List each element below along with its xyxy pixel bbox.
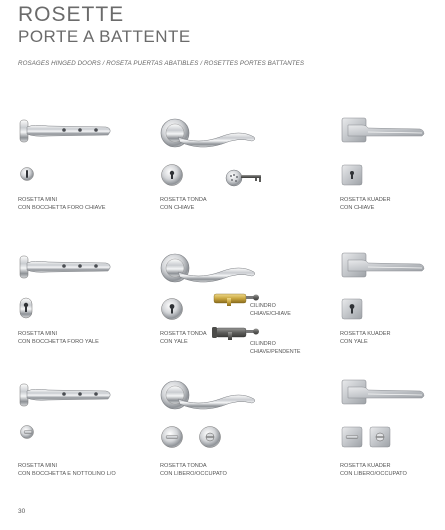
caption-square-yale xyxy=(340,330,391,346)
caption-line: CHIAVE/CHIAVE xyxy=(250,311,291,317)
round-rosette-lever-image xyxy=(158,115,258,155)
caption-line: ROSETTA TONDA xyxy=(160,463,207,469)
round-rosette-lever-image xyxy=(158,377,258,417)
round-rosette-key-escutcheon-image xyxy=(160,163,184,187)
mini-rosette-lever-image xyxy=(18,382,113,410)
square-rosette-lever-image xyxy=(338,377,428,411)
caption-line: ROSETTA TONDA xyxy=(160,197,207,203)
round-rosette-privacy-knob-image xyxy=(160,425,184,449)
round-rosette-privacy-indicator-image xyxy=(198,425,222,449)
caption-square-privacy xyxy=(340,462,407,478)
caption-round-privacy xyxy=(160,462,227,478)
square-rosette-privacy-indicator-image xyxy=(368,425,392,449)
caption-line: CON BOCCHETTA E NOTTOLINO L/O xyxy=(18,471,116,477)
round-rosette-lever-image xyxy=(158,250,258,290)
mini-rosette-keyhole-image xyxy=(19,166,35,182)
page-number: 30 xyxy=(18,508,26,515)
key-image xyxy=(225,166,265,188)
square-rosette-lever-image xyxy=(338,115,428,149)
caption-mini-privacy xyxy=(18,462,116,478)
mini-rosette-yale-image xyxy=(19,297,33,319)
caption-line: ROSETTA MINI xyxy=(18,463,58,469)
caption-cylinder-key-knob xyxy=(250,340,301,356)
caption-line: ROSETTA TONDA xyxy=(160,331,207,337)
caption-line: ROSETTA MINI xyxy=(18,331,58,337)
square-rosette-yale-escutcheon-image xyxy=(340,297,364,321)
caption-mini-key xyxy=(18,196,105,212)
caption-line: ROSETTA KUADER xyxy=(340,463,391,469)
caption-line: CON BOCCHETTA FORO CHIAVE xyxy=(18,205,106,211)
caption-line: CHIAVE/PENDENTE xyxy=(250,349,301,355)
translations-line: ROSAGES HINGED DOORS / ROSETA PUERTAS ABATIBLES / ROSETTES PORTES BATTANTES xyxy=(18,60,305,67)
mini-rosette-lever-image xyxy=(18,118,113,146)
caption-line: CILINDRO xyxy=(250,341,276,347)
caption-line: ROSETTA KUADER xyxy=(340,331,391,337)
caption-line: CON CHIAVE xyxy=(160,205,195,211)
caption-round-yale xyxy=(160,330,207,346)
caption-line: ROSETTA KUADER xyxy=(340,197,391,203)
mini-rosette-lever-image xyxy=(18,254,113,282)
caption-line: CON CHIAVE xyxy=(340,205,375,211)
round-rosette-yale-escutcheon-image xyxy=(160,297,184,321)
caption-line: CILINDRO xyxy=(250,303,276,309)
mini-rosette-privacy-knob-image xyxy=(19,424,37,440)
square-rosette-key-escutcheon-image xyxy=(340,163,364,187)
caption-round-key xyxy=(160,196,207,212)
page-subtitle: PORTE A BATTENTE xyxy=(18,27,191,46)
square-rosette-privacy-knob-image xyxy=(340,425,364,449)
caption-square-key xyxy=(340,196,391,212)
page-title: ROSETTE xyxy=(18,3,125,26)
caption-cylinder-key-key xyxy=(250,302,291,318)
caption-line: CON YALE xyxy=(340,339,368,345)
caption-line: CON LIBERO/OCCUPATO xyxy=(160,471,227,477)
caption-line: CON BOCCHETTA FORO YALE xyxy=(18,339,99,345)
caption-line: CON LIBERO/OCCUPATO xyxy=(340,471,407,477)
caption-line: ROSETTA MINI xyxy=(18,197,58,203)
caption-line: CON YALE xyxy=(160,339,188,345)
square-rosette-lever-image xyxy=(338,250,428,284)
caption-mini-yale xyxy=(18,330,99,346)
